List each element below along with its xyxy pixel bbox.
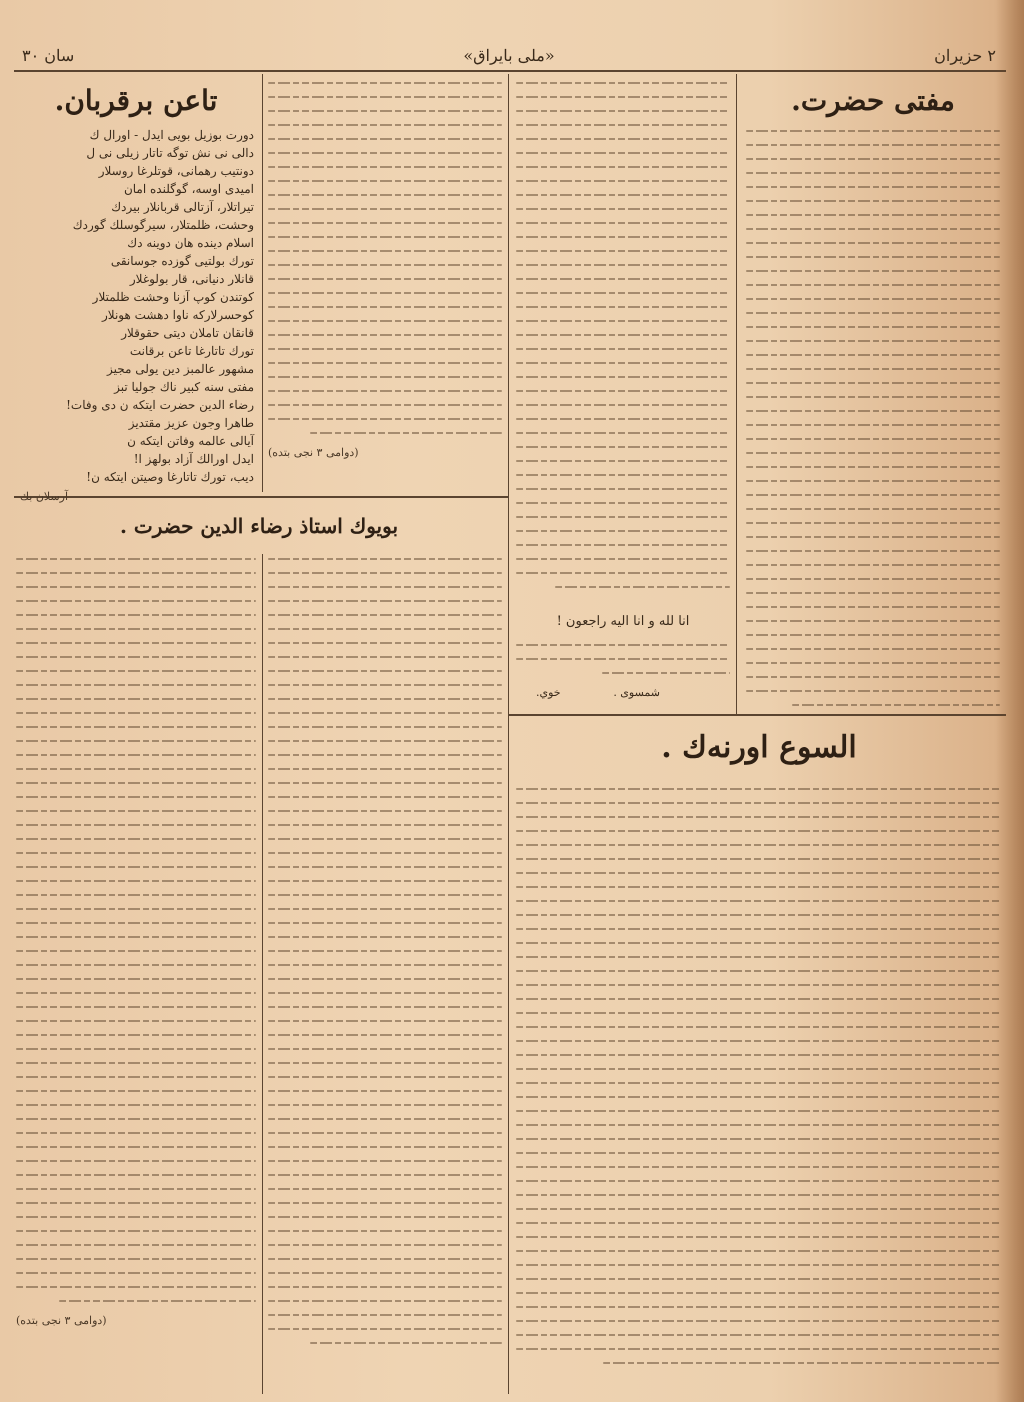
lament-title: تاعن برقربان. <box>54 84 218 117</box>
lament-continuation: (دوامی ٣ نجی بتده) <box>268 446 359 459</box>
farewell-title: السوع اورنەك . <box>661 730 857 765</box>
mufti-article <box>742 80 1004 710</box>
lament-signature: آرسلان بك <box>20 490 69 503</box>
verse-line: دورت بوزيل بويى ايدل - اورال ك <box>89 128 254 142</box>
teacher-article-column-2 <box>14 556 258 1392</box>
verse-line: ايدل اورالك آزاد بولهز ا! <box>133 452 254 466</box>
verse-line: تورك بولتيى گوزده جوسانقى <box>110 254 254 268</box>
verse-line: قانلار دنيانى، قار بولوغلار <box>129 272 254 286</box>
teacher-title: بويوك استاذ رضاء الدين حضرت . <box>119 514 399 538</box>
mufti-continuation-column <box>514 80 732 710</box>
mufti-body <box>742 122 1004 706</box>
header-rule <box>14 70 1006 72</box>
verse-line: مشهور عالمبز دين يولى مجيز <box>107 362 254 376</box>
verse-line: تورك تاتارغا تاعن برقانت <box>129 344 254 358</box>
verse-line: رضاء الدين حضرت ايتكه ن دى وفات! <box>66 398 254 412</box>
verse-line: تيراتلار، آزتالى قربانلار بيردك <box>111 200 254 214</box>
newspaper-name: «ملی بایراق» <box>463 46 555 65</box>
teacher-article-column-1 <box>266 556 504 1392</box>
column-divider <box>736 74 737 714</box>
verse-line: كوحسرلاركه ناوا دهشت هونلار <box>102 308 254 322</box>
verse-line: قانقان تاملان ديتى حقوقلار <box>121 326 254 340</box>
verse-line: وحشت، ظلمتلار، سيرگوسلك گوردك <box>72 218 254 232</box>
page-header <box>14 46 1004 70</box>
verse-line: اسلام دينده هان دوينه دك <box>127 236 254 250</box>
teacher-continuation: (دوامی ٣ نجی بتده) <box>16 1314 107 1327</box>
prayer-line: انا لله و انا اليه راجعون ! <box>556 614 690 629</box>
verse-line: اميدى اوسه، گوگلنده امان <box>123 182 254 196</box>
column-divider <box>508 74 509 1394</box>
verse-line: دالى نى نش توگە تاتار زيلى نى ل <box>86 146 254 160</box>
lament-side-column <box>266 80 504 492</box>
column-divider <box>262 74 263 492</box>
verse-line: كوتندن كوپ آزنا وحشت ظلمتلار <box>92 290 254 304</box>
mid-signature: شمسوی . <box>613 686 660 699</box>
farewell-article <box>514 786 1004 1392</box>
verse-line: دونتيب رهمانى، قوتلرغا روسلار <box>98 164 254 178</box>
section-rule <box>508 714 1006 716</box>
verse-line: آيالى عالمه وفاتن ايتكه ن <box>127 434 254 448</box>
farewell-title-block <box>514 720 1004 780</box>
verse-line: مفتى سنه كبير ناك جوليا تبز <box>114 380 254 394</box>
column-divider <box>262 554 263 1394</box>
teacher-title-block <box>14 504 504 548</box>
mufti-title: مفتی حضرت. <box>791 84 955 117</box>
verse-line: طاهرا وجون عزيز مقتديز <box>128 416 254 430</box>
mid-signature-left: خوي. <box>536 686 561 699</box>
verse-line: ديب، تورك تاتارغا وصيتن ايتكه ن! <box>86 470 254 484</box>
issue-label: سان ٣٠ <box>22 46 75 65</box>
page-marker: ٢ حزیران <box>934 46 996 65</box>
lament-poem-article <box>14 76 258 503</box>
lament-verses <box>14 126 258 486</box>
